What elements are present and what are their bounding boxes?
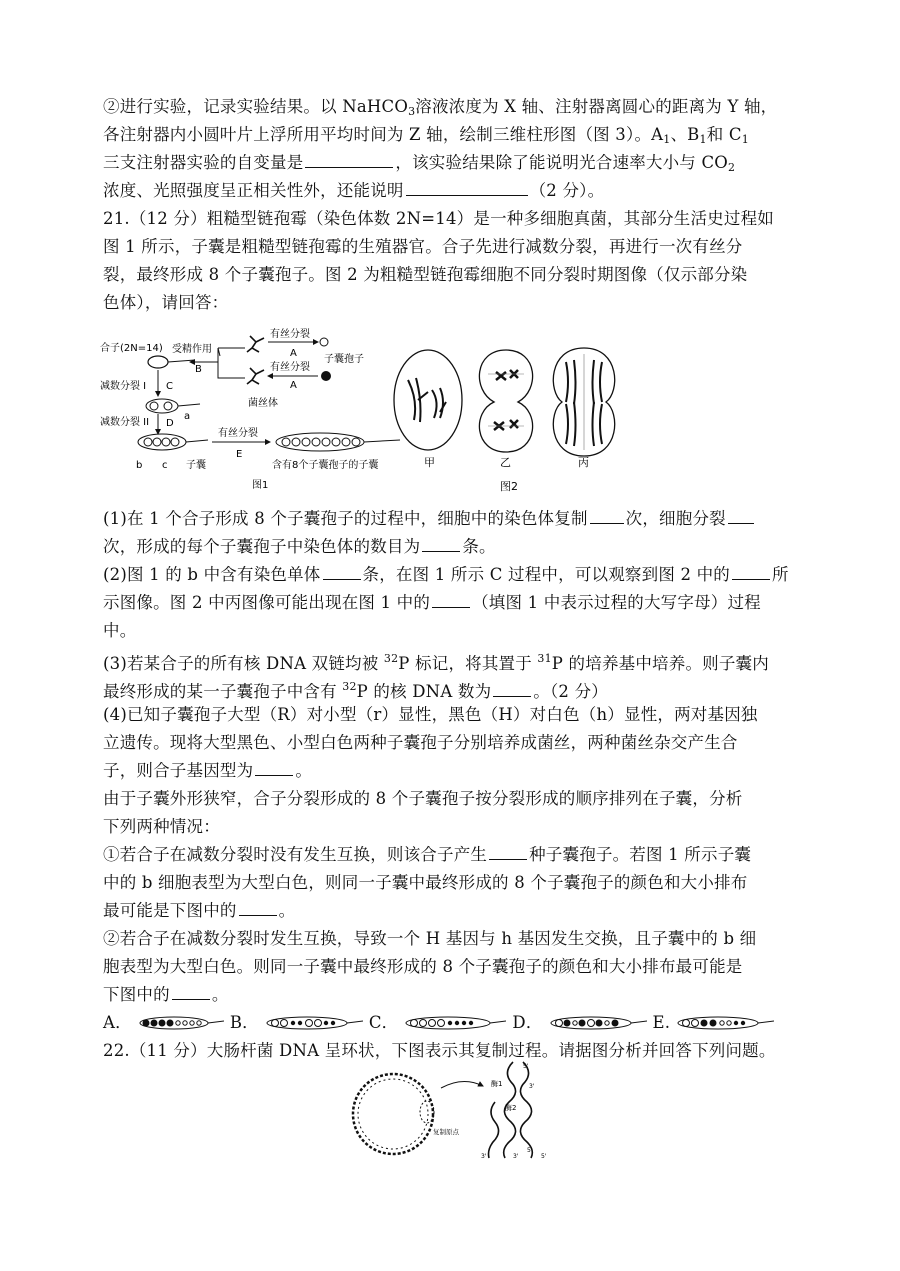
answer-blank[interactable] xyxy=(590,508,624,524)
q21-p5-line-2: 下列两种情况： xyxy=(103,817,220,836)
process-label-b: B xyxy=(195,364,202,375)
answer-blank[interactable] xyxy=(493,681,531,697)
mitosis-label-top: 有丝分裂 xyxy=(270,329,310,340)
label-yi: 乙 xyxy=(500,456,511,469)
ascus-option-c-icon xyxy=(402,1015,506,1031)
replication-bubble xyxy=(420,1101,434,1123)
zoom-arrow xyxy=(441,1081,483,1088)
q21-p2-line-1: (2)图 1 的 b 中含有染色单体 条，在图 1 所示 C 过程中，可以观察到图 2 中的 所 xyxy=(103,565,789,584)
answer-blank[interactable] xyxy=(732,564,770,580)
label-bing: 丙 xyxy=(578,456,589,469)
answer-blank[interactable] xyxy=(255,760,293,776)
q21-p6-line-3: 最可能是下图中的 。 xyxy=(103,901,296,920)
origin-label: 复制原点 xyxy=(433,1128,459,1136)
chromosomes-yi xyxy=(494,370,518,430)
hypha-bottom xyxy=(247,368,264,384)
five-prime-label: 5' xyxy=(527,1147,533,1154)
three-prime-label: 3' xyxy=(481,1153,487,1160)
q21-p3-line-1: (3)若某合子的所有核 DNA 双链均被 $^{32}$P 标记，将其置于 $^{31}$P 的培养基中培养。则子囊内 xyxy=(103,652,769,673)
cell-division-images xyxy=(388,340,628,494)
q21-p2-line-3: 中。 xyxy=(103,621,137,640)
q21-line-3: 裂，最终形成 8 个子囊孢子。图 2 为粗糙型链孢霉细胞不同分裂时期图像（仅示部分染 xyxy=(103,265,748,284)
nucleus xyxy=(171,438,179,446)
dna-replication-diagram xyxy=(345,1058,555,1162)
q21-p4-line-1: (4)已知子囊孢子大型（R）对小型（r）显性，黑色（H）对白色（h）显性，两对基因独 xyxy=(103,705,758,724)
answer-options xyxy=(103,1012,800,1034)
ascus-option-b-icon xyxy=(263,1015,363,1031)
nucleus xyxy=(164,402,172,410)
q21-p1-line-1: (1)在 1 个合子形成 8 个子囊孢子的过程中，细胞中的染色体复制 次，细胞分裂 xyxy=(103,508,800,530)
hypha-label: 菌丝体 xyxy=(248,398,278,409)
answer-blank[interactable] xyxy=(323,564,361,580)
q21-p7-line-3: 下图中的 。 xyxy=(103,985,229,1004)
process-label-e: E xyxy=(236,449,243,460)
option-c[interactable]: C． xyxy=(369,1012,507,1034)
answer-blank[interactable] xyxy=(432,592,470,608)
label-a: a xyxy=(184,411,191,422)
zygote-shape xyxy=(148,356,168,368)
ascus8-label: 含有8个子囊孢子的子囊 xyxy=(272,460,379,471)
option-e[interactable]: E. xyxy=(653,1012,775,1034)
q20-line-4: 浓度、光照强度呈正相关性外，还能说明 （2 分）。 xyxy=(103,181,605,200)
ascus-option-a-icon xyxy=(136,1015,224,1031)
figure-2-caption: 图2 xyxy=(500,480,518,493)
three-prime-label: 3' xyxy=(529,1083,535,1090)
process-label-c: C xyxy=(166,381,173,392)
black-spore-icon xyxy=(321,371,331,381)
three-prime-label: 3' xyxy=(513,1153,519,1160)
mitosis-label-bottom: 有丝分裂 xyxy=(270,362,310,373)
five-prime-label: 5' xyxy=(541,1153,547,1160)
enzyme-2-label: 酶2 xyxy=(505,1104,517,1112)
answer-blank[interactable] xyxy=(422,536,460,552)
q21-p6-line-2: 中的 b 细胞表型为大型白色，则同一子囊中最终形成的 8 个子囊孢子的颜色和大小排布 xyxy=(103,873,748,892)
ascus-label: 子囊 xyxy=(186,460,206,471)
q20-line-1: ②进行实验，记录实验结果。以 NaHCO$_3$溶液浓度为 X 轴、注射器离圆心的距离为 Y 轴， xyxy=(103,97,778,118)
q21-p7-line-2: 胞表型为大型白色。则同一子囊中最终形成的 8 个子囊孢子的颜色和大小排布最可能是 xyxy=(103,957,743,976)
mitosis-label-e: 有丝分裂 xyxy=(218,428,258,439)
circular-dna-inner xyxy=(358,1079,428,1149)
answer-blank[interactable] xyxy=(172,984,210,1000)
q20-line-3: 三支注射器实验的自变量是 ，该实验结果除了能说明光合速率大小与 $CO_2$ xyxy=(103,153,736,174)
option-b[interactable]: B． xyxy=(230,1012,363,1034)
q21-p4-line-2: 立遗传。现将大型黑色、小型白色两种子囊孢子分别培养成菌丝，两种菌丝杂交产生合 xyxy=(103,733,738,752)
white-spore-icon xyxy=(320,338,328,346)
cell-jia xyxy=(394,350,462,450)
q21-p2-line-2: 示图像。图 2 中丙图像可能出现在图 1 中的 （填图 1 中表示过程的大写字母）过程 xyxy=(103,593,761,612)
enzyme-1-label: 酶1 xyxy=(491,1080,503,1088)
ascus-tail xyxy=(178,404,200,406)
meiosis-2-label: 减数分裂 II xyxy=(100,417,150,428)
zygote-label: 合子(2N=14) xyxy=(100,343,163,354)
q21-p5-line-1: 由于子囊外形狭窄，合子分裂形成的 8 个子囊孢子按分裂形成的顺序排列在子囊，分析 xyxy=(103,789,743,808)
eight-spores xyxy=(282,438,360,446)
q21-line-2: 图 1 所示，子囊是粗糙型链孢霉的生殖器官。合子先进行减数分裂，再进行一次有丝分 xyxy=(103,237,743,256)
life-cycle-diagram xyxy=(100,326,430,494)
nucleus xyxy=(153,438,161,446)
answer-blank[interactable] xyxy=(406,180,528,196)
ascus-option-e-icon xyxy=(674,1015,774,1031)
figure-1 xyxy=(100,326,430,494)
q21-p1-line-2: 次，形成的每个子囊孢子中染色体的数目为 条。 xyxy=(103,537,496,556)
q21-line-4: 色体），请回答： xyxy=(103,293,229,312)
q20-line-2: 各注射器内小圆叶片上浮所用平均时间为 Z 轴，绘制三维柱形图（图 3）。$A_1$、$B_1$和 $C_1$ xyxy=(103,125,749,146)
q22-line-1: 22.（11 分）大肠杆菌 DNA 呈环状，下图表示其复制过程。请据图分析并回答下列问题。 xyxy=(103,1041,776,1060)
five-prime-label: 5' xyxy=(523,1063,529,1070)
q21-p4-line-3: 子，则合子基因型为 。 xyxy=(103,761,313,780)
bracket-lines xyxy=(218,348,245,378)
hypha-top xyxy=(247,336,264,352)
q21-line-1: 21.（12 分）粗糙型链孢霉（染色体数 2N=14）是一种多细胞真菌，其部分生活史过程如 xyxy=(103,209,774,228)
ascus-2cell xyxy=(146,399,178,413)
nucleus xyxy=(150,402,158,410)
figure-2 xyxy=(388,340,628,494)
process-label-d: D xyxy=(166,418,174,429)
q21-p7-line-1: ②若合子在减数分裂时发生互换，导致一个 H 基因与 h 基因发生交换，且子囊中的 b 细 xyxy=(103,929,757,948)
answer-blank[interactable] xyxy=(728,508,754,524)
option-d[interactable]: D． xyxy=(512,1012,646,1034)
meiosis-1-label: 减数分裂 I xyxy=(100,381,147,392)
process-label-a2: A xyxy=(290,380,297,391)
figure-dna-replication xyxy=(345,1058,555,1162)
q21-p3-line-2: 最终形成的某一子囊孢子中含有 $^{32}$P 的核 DNA 数为 。（2 分） xyxy=(103,680,608,701)
nucleus xyxy=(162,438,170,446)
option-a[interactable]: A． xyxy=(103,1012,224,1034)
ascus-tail xyxy=(186,440,208,442)
label-c: c xyxy=(162,460,168,471)
q21-p6-line-1: ①若合子在减数分裂时没有发生互换，则该合子产生 种子囊孢子。若图 1 所示子囊 xyxy=(103,845,752,864)
answer-blank[interactable] xyxy=(305,152,393,168)
process-label-a: A xyxy=(290,348,297,359)
spore-label: 子囊孢子 xyxy=(324,354,364,365)
figure-1-caption: 图1 xyxy=(252,480,269,491)
chromosomes-jia xyxy=(408,378,446,422)
fertilization-label: 受精作用 xyxy=(172,344,212,355)
label-jia: 甲 xyxy=(424,456,435,469)
answer-blank[interactable] xyxy=(239,900,277,916)
circular-dna xyxy=(353,1074,433,1154)
cell-yi xyxy=(479,350,532,452)
spindle-yi xyxy=(488,374,524,426)
nucleus xyxy=(144,438,152,446)
answer-blank[interactable] xyxy=(489,844,527,860)
label-b: b xyxy=(136,460,143,471)
ascus-option-d-icon xyxy=(547,1015,647,1031)
